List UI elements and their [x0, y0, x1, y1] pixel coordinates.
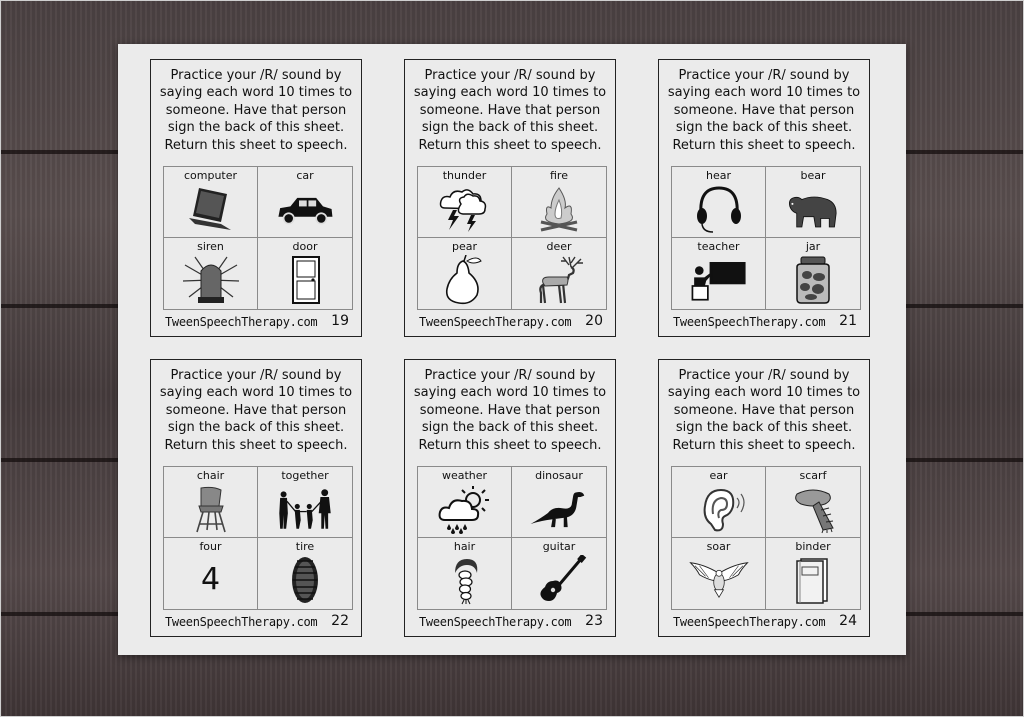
word-label: binder	[795, 540, 831, 553]
deer-icon	[529, 255, 589, 305]
card-number: 22	[331, 613, 349, 629]
pear-icon	[435, 255, 495, 305]
word-label: thunder	[442, 169, 487, 182]
word-cell-thunder	[418, 167, 512, 238]
tire-icon	[275, 555, 335, 605]
card-number: 19	[331, 313, 349, 329]
word-label: hair	[453, 540, 476, 553]
word-grid	[671, 166, 861, 310]
word-label: car	[296, 169, 314, 182]
braided-hair-icon	[435, 555, 495, 605]
dinosaur-icon	[529, 484, 589, 534]
word-cell-fire	[512, 167, 606, 238]
guitar-icon	[529, 555, 589, 605]
car-icon	[275, 184, 335, 234]
word-label: chair	[196, 469, 225, 482]
bear-icon	[783, 184, 843, 234]
word-cell-tire	[258, 538, 352, 609]
card-number: 21	[839, 313, 857, 329]
footer-website: TweenSpeechTherapy.com	[165, 315, 318, 329]
word-cell-deer	[512, 238, 606, 309]
word-label: dinosaur	[535, 469, 583, 482]
teacher-at-board-icon	[689, 255, 749, 305]
practice-card-19	[150, 59, 362, 337]
word-cell-hear	[672, 167, 766, 238]
footer-website: TweenSpeechTherapy.com	[419, 315, 572, 329]
headphones-icon	[689, 184, 749, 234]
siren-icon	[181, 255, 241, 305]
binder-icon	[783, 555, 843, 605]
word-cell-car	[258, 167, 352, 238]
practice-card-21	[658, 59, 870, 337]
word-grid	[163, 166, 353, 310]
word-cell-four	[164, 538, 258, 609]
practice-card-20	[404, 59, 616, 337]
word-cell-scarf	[766, 467, 860, 538]
word-cell-soar	[672, 538, 766, 609]
word-cell-bear	[766, 167, 860, 238]
word-cell-door	[258, 238, 352, 309]
practice-card-22	[150, 359, 362, 637]
card-number: 24	[839, 613, 857, 629]
word-label: pear	[451, 240, 477, 253]
sun-rain-cloud-icon	[435, 484, 495, 534]
door-icon	[275, 255, 335, 305]
word-cell-weather	[418, 467, 512, 538]
card-number: 23	[585, 613, 603, 629]
word-cell-computer	[164, 167, 258, 238]
family-icon	[275, 484, 335, 534]
storm-cloud-icon	[435, 184, 495, 234]
word-label: tire	[295, 540, 315, 553]
word-grid	[163, 466, 353, 610]
word-label: scarf	[799, 469, 827, 482]
card-instructions: Practice your /R/ sound by saying each word 10 times to someone. Have that person sign the back of this sheet. Return this sheet to speech.	[159, 368, 353, 453]
card-instructions: Practice your /R/ sound by saying each word 10 times to someone. Have that person sign the back of this sheet. Return this sheet to speech.	[413, 68, 607, 153]
word-cell-siren	[164, 238, 258, 309]
word-label: weather	[441, 469, 488, 482]
ear-icon	[689, 484, 749, 534]
jar-icon	[783, 255, 843, 305]
word-grid	[671, 466, 861, 610]
word-cell-together	[258, 467, 352, 538]
numeral-four-icon: 4	[200, 562, 221, 597]
word-label: siren	[197, 240, 224, 253]
card-instructions: Practice your /R/ sound by saying each word 10 times to someone. Have that person sign the back of this sheet. Return this sheet to speech.	[159, 68, 353, 153]
footer-website: TweenSpeechTherapy.com	[673, 615, 826, 629]
word-label: teacher	[697, 240, 740, 253]
word-label: fire	[550, 169, 568, 182]
word-cell-binder	[766, 538, 860, 609]
practice-card-24	[658, 359, 870, 637]
word-label: deer	[546, 240, 572, 253]
word-label: soar	[706, 540, 731, 553]
worksheet-sheet	[118, 44, 906, 655]
word-cell-hair	[418, 538, 512, 609]
word-cell-guitar	[512, 538, 606, 609]
word-label: bear	[800, 169, 826, 182]
word-grid	[417, 166, 607, 310]
word-label: computer	[183, 169, 238, 182]
word-label: together	[281, 469, 329, 482]
word-cell-jar	[766, 238, 860, 309]
footer-website: TweenSpeechTherapy.com	[165, 615, 318, 629]
card-instructions: Practice your /R/ sound by saying each word 10 times to someone. Have that person sign the back of this sheet. Return this sheet to speech.	[667, 368, 861, 453]
footer-website: TweenSpeechTherapy.com	[419, 615, 572, 629]
word-label: guitar	[542, 540, 576, 553]
word-label: door	[292, 240, 318, 253]
card-number: 20	[585, 313, 603, 329]
word-cell-teacher	[672, 238, 766, 309]
card-instructions: Practice your /R/ sound by saying each word 10 times to someone. Have that person sign the back of this sheet. Return this sheet to speech.	[667, 68, 861, 153]
scarf-icon	[783, 484, 843, 534]
word-cell-pear	[418, 238, 512, 309]
chair-icon	[181, 484, 241, 534]
laptop-icon	[181, 184, 241, 234]
word-cell-ear	[672, 467, 766, 538]
word-label: four	[199, 540, 222, 553]
word-label: jar	[805, 240, 821, 253]
word-grid	[417, 466, 607, 610]
word-cell-dinosaur	[512, 467, 606, 538]
footer-website: TweenSpeechTherapy.com	[673, 315, 826, 329]
word-cell-chair	[164, 467, 258, 538]
eagle-icon	[689, 555, 749, 605]
word-label: hear	[705, 169, 731, 182]
campfire-icon	[529, 184, 589, 234]
card-instructions: Practice your /R/ sound by saying each word 10 times to someone. Have that person sign the back of this sheet. Return this sheet to speech.	[413, 368, 607, 453]
practice-card-23	[404, 359, 616, 637]
word-label: ear	[709, 469, 728, 482]
